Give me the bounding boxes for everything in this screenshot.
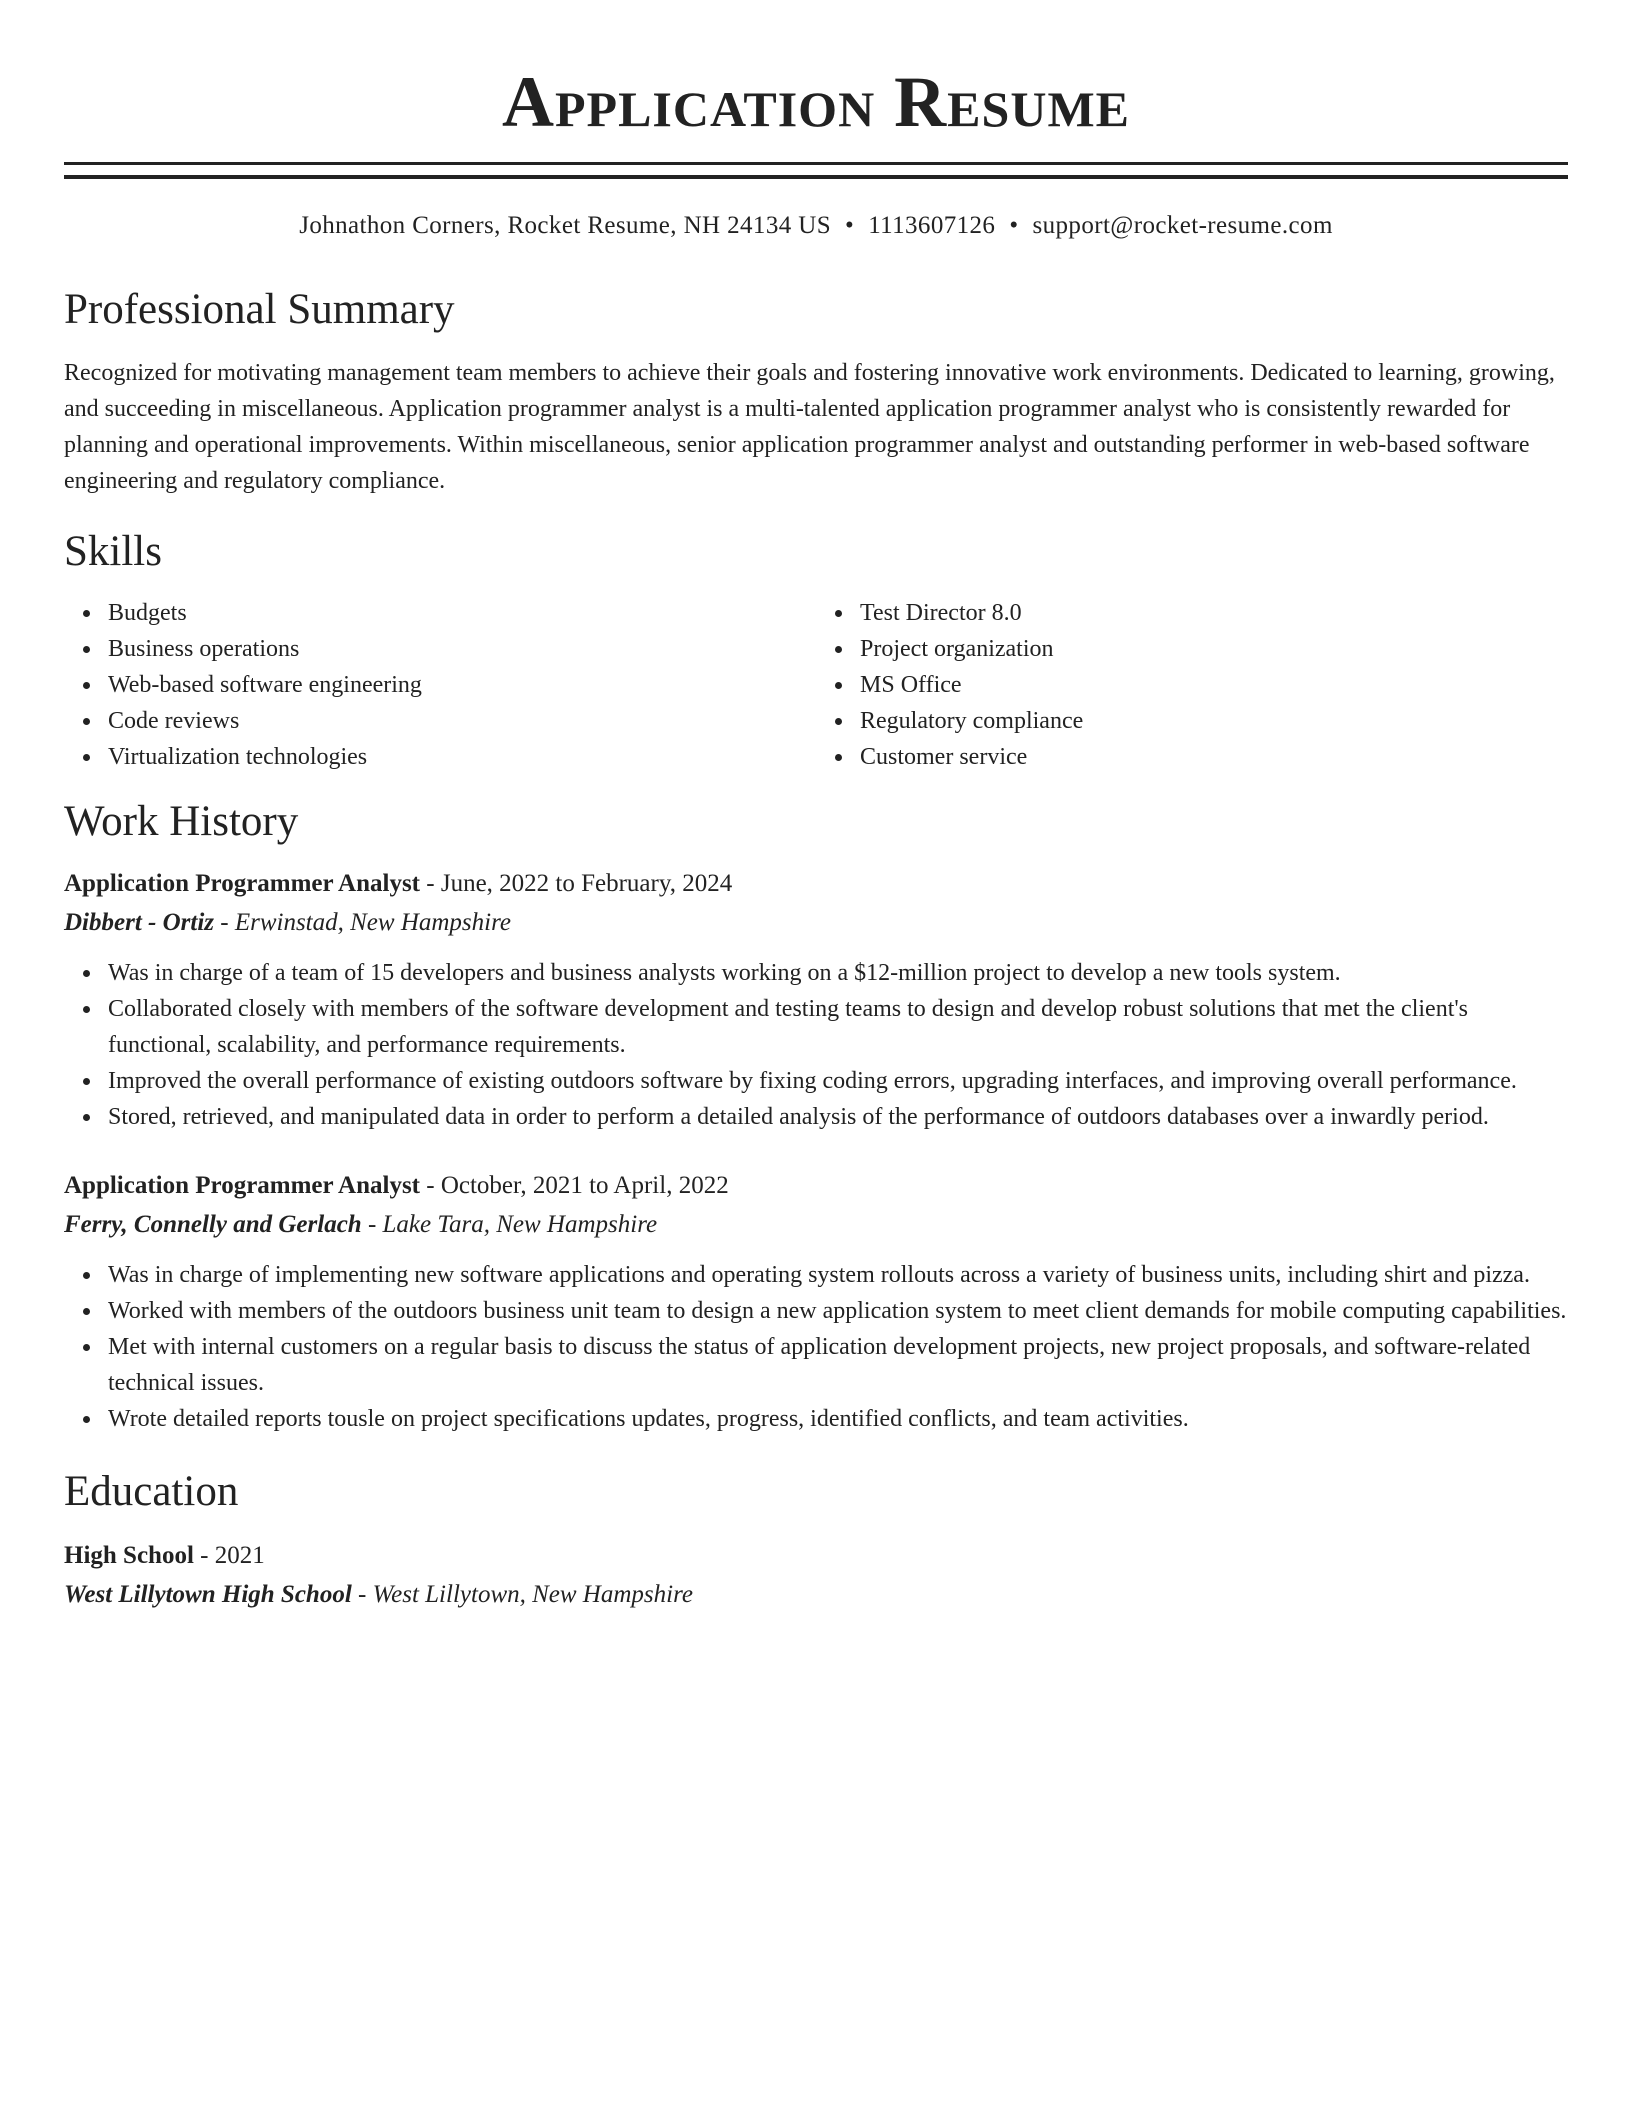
skill-item: Web-based software engineering bbox=[108, 667, 816, 703]
job-dates: - June, 2022 to February, 2024 bbox=[420, 870, 733, 897]
job-title: Application Programmer Analyst bbox=[64, 1172, 421, 1199]
job-dates: - October, 2021 to April, 2022 bbox=[420, 1172, 729, 1199]
skill-item: Business operations bbox=[108, 631, 816, 667]
job-entry bbox=[64, 1167, 1568, 1437]
job-title: Application Programmer Analyst bbox=[64, 870, 421, 897]
work-history-heading: Work History bbox=[64, 798, 299, 845]
education-entry bbox=[64, 1537, 1568, 1615]
job-duty-item: Stored, retrieved, and manipulated data in order to perform a detailed analysis of the performance of outdoors databases over a inwardly period. bbox=[108, 1099, 1568, 1135]
job-title-line bbox=[64, 865, 1568, 903]
skill-item: Budgets bbox=[108, 595, 816, 631]
job-duty-item: Worked with members of the outdoors business unit team to design a new application system to meet client demands for mobile computing capabilities. bbox=[108, 1293, 1568, 1329]
job-duties-list bbox=[64, 955, 1568, 1135]
resume-title: Application Resume bbox=[501, 62, 1130, 142]
education-degree: High School bbox=[64, 1542, 194, 1569]
skills-column-left bbox=[64, 595, 816, 775]
contact-separator: • bbox=[845, 212, 855, 239]
job-location: - Lake Tara, New Hampshire bbox=[361, 1211, 658, 1238]
skill-item: Project organization bbox=[860, 631, 1568, 667]
skills-column-right bbox=[816, 595, 1568, 775]
skill-item: Customer service bbox=[860, 739, 1568, 775]
job-employer-line bbox=[64, 1205, 1568, 1245]
contact-line bbox=[64, 209, 1568, 243]
skill-item: Code reviews bbox=[108, 703, 816, 739]
job-location: - Erwinstad, New Hampshire bbox=[214, 909, 511, 936]
job-duty-item: Wrote detailed reports tousle on project specifications updates, progress, identified conflicts, and team activities. bbox=[108, 1401, 1568, 1437]
job-duties-list bbox=[64, 1257, 1568, 1437]
job-entry bbox=[64, 865, 1568, 1135]
skill-item: Virtualization technologies bbox=[108, 739, 816, 775]
skill-item: MS Office bbox=[860, 667, 1568, 703]
skills-heading: Skills bbox=[64, 528, 162, 575]
contact-phone: 1113607126 bbox=[868, 212, 996, 239]
contact-email: support@rocket-resume.com bbox=[1032, 212, 1333, 239]
job-title-line bbox=[64, 1167, 1568, 1205]
skill-item: Test Director 8.0 bbox=[860, 595, 1568, 631]
contact-address: Johnathon Corners, Rocket Resume, NH 24134 US bbox=[299, 212, 832, 239]
skill-item: Regulatory compliance bbox=[860, 703, 1568, 739]
job-duty-item: Improved the overall performance of existing outdoors software by fixing coding errors, upgrading interfaces, and improving overall performance. bbox=[108, 1063, 1568, 1099]
education-school: West Lillytown High School bbox=[64, 1581, 352, 1608]
education-degree-line bbox=[64, 1537, 1568, 1575]
education-year: - 2021 bbox=[193, 1542, 265, 1569]
job-duty-item: Met with internal customers on a regular basis to discuss the status of application development projects, new project proposals, and software-related technical issues. bbox=[108, 1329, 1568, 1401]
education-location: - West Lillytown, New Hampshire bbox=[351, 1581, 693, 1608]
summary-paragraph: Recognized for motivating management team members to achieve their goals and fostering innovative work environments. Dedicated to learning, growing, and succeeding in miscellaneous. Application programmer analyst is a multi-talented application programmer analyst who is consistently rewarded for planning and operational improvements. Within miscellaneous, senior application programmer analyst and outstanding performer in web-based software engineering and regulatory compliance. bbox=[64, 360, 1555, 494]
job-employer-line bbox=[64, 903, 1568, 943]
job-duty-item: Was in charge of implementing new software applications and operating system rollouts across a variety of business units, including shirt and pizza. bbox=[108, 1257, 1568, 1293]
job-duty-item: Was in charge of a team of 15 developers and business analysts working on a $12-million project to develop a new tools system. bbox=[108, 955, 1568, 991]
summary-heading: Professional Summary bbox=[64, 286, 455, 333]
job-employer: Dibbert - Ortiz bbox=[64, 909, 214, 936]
job-duty-item: Collaborated closely with members of the software development and testing teams to design and develop robust solutions that met the client's functional, scalability, and performance requirements. bbox=[108, 991, 1568, 1063]
skills-list bbox=[64, 595, 1568, 775]
contact-separator: • bbox=[1009, 212, 1019, 239]
title-double-rule bbox=[64, 162, 1568, 179]
education-school-line bbox=[64, 1575, 1568, 1615]
job-employer: Ferry, Connelly and Gerlach bbox=[64, 1211, 362, 1238]
education-heading: Education bbox=[64, 1468, 239, 1515]
